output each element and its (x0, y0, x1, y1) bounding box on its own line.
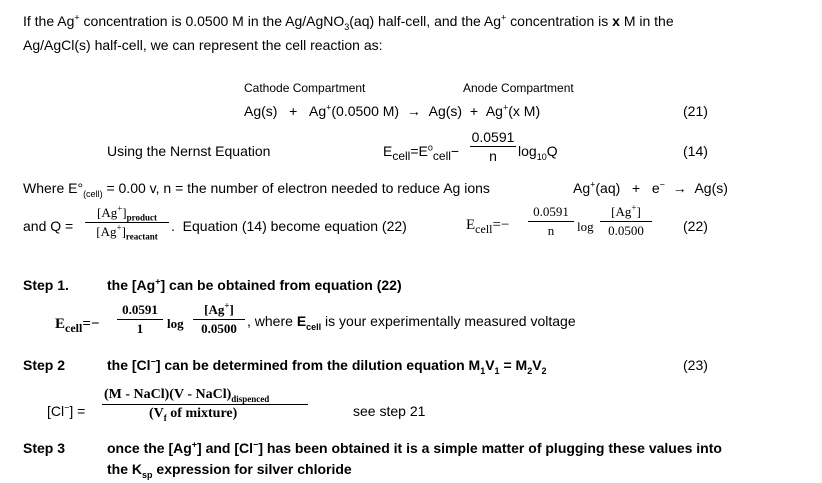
cathode-label: Cathode Compartment (244, 81, 366, 95)
equation-number-23: (23) (683, 357, 708, 373)
eq22-lhs: $E_{cell}=-$ (466, 217, 510, 236)
intro-line-2: Ag/AgCl(s) half-cell, we can represent the cell reaction as: (23, 37, 383, 53)
step-3-label: Step 3 (23, 440, 66, 456)
equation-number-21: (21) (683, 103, 708, 119)
eq22-log: log (577, 219, 594, 234)
and-q-label: and Q = (23, 218, 74, 234)
see-step-21: see step 21 (353, 403, 426, 419)
where-line: Where $E^\circ_{(cell)} = 0.00$ v, n = the number of electron needed to reduce Ag ions (23, 180, 490, 199)
cell-reaction-equation: Ag(s) + Ag+(0.0500 M) → Ag(s) + Ag+(x M) (244, 102, 541, 119)
eq22-coeff-fraction: 0.0591 n (528, 204, 574, 239)
step-1-log: log (167, 316, 184, 331)
step-1-lhs: $E_{cell}=-$ (55, 316, 100, 335)
step-1-coeff-fraction: 0.0591 1 (117, 302, 163, 337)
equation-number-14: (14) (683, 143, 708, 159)
step-2-text: the [Cl−] can be determined from the dilution equation $M_1V_1 = M_2V_2$ (107, 356, 547, 376)
nernst-log: $\log_{10}Q$ (518, 143, 558, 162)
nernst-lhs: $E_{cell}=E^o_{cell}-$ (383, 142, 460, 163)
silver-half-reaction: Ag+(aq) + e− → Ag(s) (573, 179, 728, 196)
q-fraction: $[Ag^+]_{product}$ $[Ag^+]_{reactant}$ (85, 205, 169, 240)
step-3-line-1: once the [Ag+] and [Cl−] has been obtained it is a simple matter of plugging these values into (107, 439, 722, 456)
step-1-where: , where $E_{cell}$ is your experimentally measured voltage (247, 313, 576, 332)
step-2-label: Step 2 (23, 357, 66, 373)
step-1-label: Step 1. (23, 277, 69, 293)
step-3-line-2: the $K_{sp}$ expression for silver chloride (107, 461, 352, 480)
step-1-ratio-fraction: [Ag+] 0.0500 (193, 302, 245, 337)
eq22-ratio-fraction: [Ag+] 0.0500 (600, 204, 652, 239)
step-1-text: the [Ag+] can be obtained from equation (22) (107, 276, 402, 293)
chloride-lhs: [Cl−] = (47, 402, 86, 419)
equation-number-22: (22) (683, 218, 708, 234)
nernst-label: Using the Nernst Equation (107, 143, 271, 159)
equation-transition-text: . Equation (14) become equation (22) (171, 218, 407, 234)
chloride-fraction: (M - NaCl)(V - $NaCl)_{dispenced}$ ($V_f$ of mixture) (102, 387, 308, 422)
nernst-fraction: 0.0591 n (471, 129, 515, 164)
intro-line-1: If the Ag+ concentration is 0.0500 M in the Ag/AgNO$_3$(aq) half-cell, and the Ag+ concentration is x M in the (23, 12, 674, 32)
anode-label: Anode Compartment (463, 81, 574, 95)
